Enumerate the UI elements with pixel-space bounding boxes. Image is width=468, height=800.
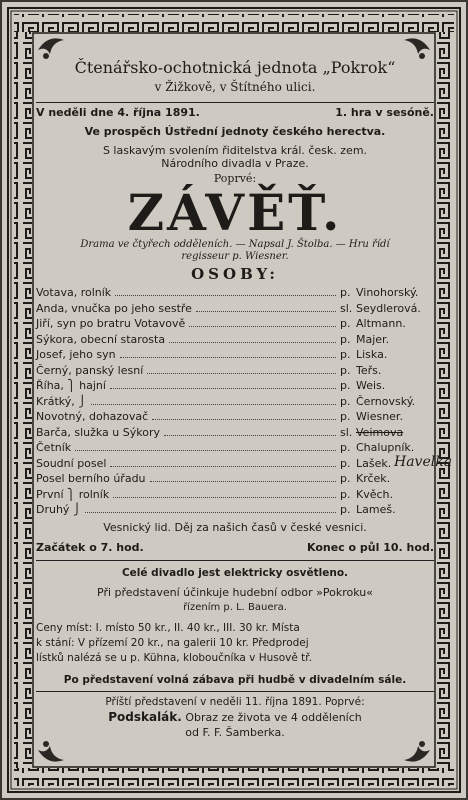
divider (36, 560, 434, 561)
play-title: ZÁVĚŤ. (127, 183, 343, 242)
permission-line-2: Národního divadla v Praze. (161, 157, 309, 170)
cast-row: Soudní posel p. Lašek. (36, 456, 392, 470)
society-address: v Žižkově, v Štítného ulici. (154, 80, 316, 94)
cast-row: Jiří, syn po bratru Votavově p. Altmann. (36, 317, 406, 330)
music-line-2: řízením p. L. Bauera. (183, 601, 287, 613)
electric-notice: Celé divadlo jest elektricky osvětleno. (121, 566, 349, 579)
next-show-line-3: od F. F. Šamberka. (185, 725, 285, 739)
cast-row: Krátký, ⎭ p. Černovský. (36, 394, 416, 408)
cast-row: Posel berního úřadu p. Krček. (36, 472, 391, 485)
prices-line-1: Ceny míst: I. místo 50 kr., II. 40 kr., III. 30 kr. Místa (36, 621, 300, 634)
cast-row: Josef, jeho syn p. Liska. (36, 348, 388, 361)
end-time: Konec o půl 10. hod. (307, 540, 434, 554)
cast-row: Novotný, dohazovač p. Wiesner. (36, 410, 403, 423)
next-play-title: Podskalák. (108, 709, 182, 724)
crossed-out-actor: Veimova (356, 425, 404, 439)
divider (36, 102, 434, 103)
times-row (36, 541, 434, 554)
corner-ornament-br (404, 741, 430, 762)
prices-line-3: lístků nalézá se u p. Kühna, kloboučníka v Husově tř. (36, 651, 312, 664)
cast-row: Černý, panský lesní p. Teřs. (36, 363, 382, 377)
season-number: 1. hra v sesóně. (335, 106, 434, 119)
play-subtitle-2: regisseur p. Wiesner. (181, 251, 289, 262)
next-show-line-1: Příští představení v neděli 11. října 1891. Poprvé: (105, 695, 365, 708)
cast-row: Četník p. Chalupník. (36, 441, 415, 454)
corner-ornament-tr (404, 38, 430, 59)
date-row (36, 106, 434, 119)
next-show-line-2: Podskalák. Obraz ze života ve 4 odděleních (108, 709, 362, 724)
cast-row: Říha, ⎫ hajní p. Weis. (36, 379, 386, 392)
corner-ornament-tl (38, 38, 64, 59)
divider (36, 691, 434, 692)
dance-notice: Po představení volná zábava při hudbě v divadelním sále. (63, 673, 407, 686)
cast-row: První ⎫ rolník p. Kvěch. (36, 487, 394, 501)
setting-line: Vesnický lid. Děj za našich časů v české vesnici. (103, 520, 367, 534)
prices-line-2: k stání: V přízemí 20 kr., na galerii 10 kr. Předprodej (36, 636, 309, 649)
performance-date: V neděli dne 4. října 1891. (36, 106, 200, 119)
cast-list (36, 285, 434, 518)
premiere-label: Poprvé: (213, 172, 257, 185)
permission-line-1: S laskavým svolením řiditelstva král. česk. zem. (102, 144, 368, 157)
poster-content (36, 58, 434, 740)
poster-sheet (2, 2, 466, 798)
corner-ornament-bl (38, 741, 64, 762)
start-time: Začátek o 7. hod. (36, 540, 144, 554)
cast-row: Barča, služka u Sýkory sl. Veimova (36, 425, 434, 441)
play-subtitle-1: Drama ve čtyřech odděleních. — Napsal J. Štolba. — Hru řídí (80, 239, 390, 250)
cast-row: Votava, rolník p. Vinohorský. (36, 286, 419, 299)
handwritten-name: Havelka (394, 454, 453, 470)
society-name: Čtenářsko-ochotnická jednota „Pokrok“ (74, 58, 396, 77)
cast-row: Anda, vnučka po jeho sestře sl. Seydlerová. (36, 301, 421, 315)
cast-row: Sýkora, obecní starosta p. Majer. (36, 332, 390, 346)
cast-row: Druhý ⎭ p. Lameš. (36, 503, 396, 516)
music-line-1: Při představení účinkuje hudební odbor »Pokroku« (97, 585, 373, 599)
cast-heading: OSOBY: (191, 265, 279, 283)
benefit-line: Ve prospěch Ústřední jednoty českého herectva. (84, 125, 386, 138)
